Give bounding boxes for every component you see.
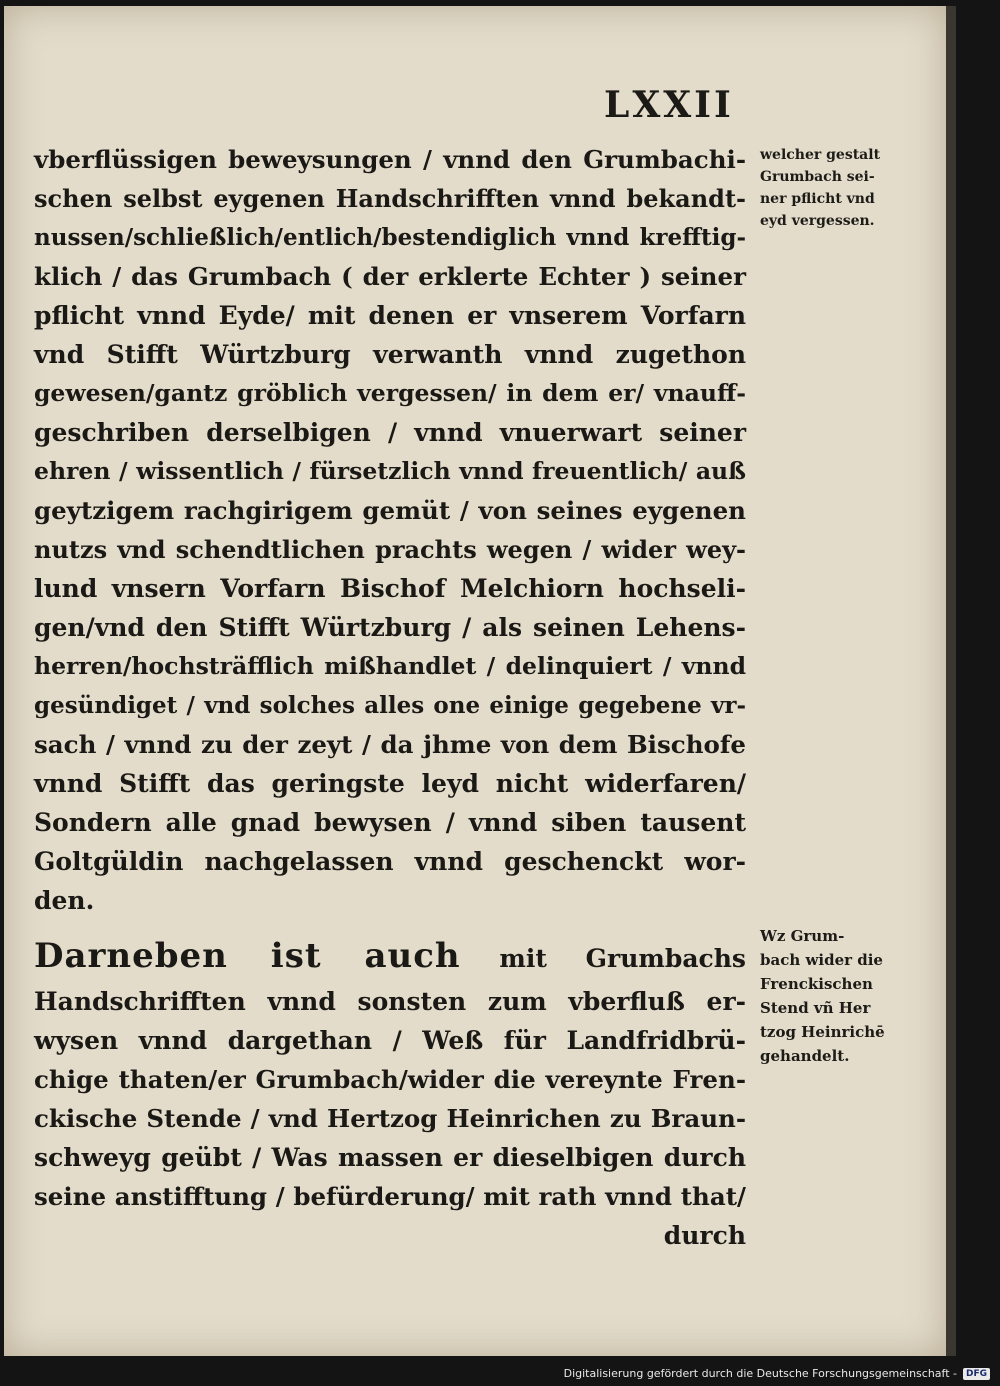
text-line: pflicht vnnd Eyde/ mit denen er vnserem Vorfarn (34, 301, 746, 330)
footer-credit: Digitalisierung gefördert durch die Deutsche Forschungsgemeinschaft - (563, 1367, 957, 1380)
margin-note-line: ner pflicht vnd (760, 191, 875, 207)
text-line: ckische Stende / vnd Hertzog Heinrichen zu Braun- (34, 1104, 746, 1133)
margin-note-line: welcher gestalt (760, 147, 881, 163)
text-line: den. (34, 886, 95, 915)
text-line: geytzigem rachgirigem gemüt / von seines eygenen (34, 496, 746, 525)
margin-note-1 (760, 144, 930, 232)
text-line: Sondern alle gnad bewysen / vnnd siben tausent (34, 808, 746, 837)
text-line: gewesen/gantz gröblich vergessen/ in dem er/ vnauff- (34, 379, 746, 407)
paragraph-1 (34, 140, 746, 920)
margin-note-line: bach wider die (760, 951, 883, 969)
margin-note-line: Grumbach sei- (760, 169, 875, 185)
margin-note-2 (760, 924, 930, 1068)
margin-note-line: Frenckischen (760, 975, 873, 993)
footer (564, 1367, 990, 1380)
text-line: ehren / wissentlich / fürsetzlich vnnd freuentlich/ auß (34, 457, 746, 485)
paragraph-2-first-line (34, 930, 746, 982)
first-line-rest: mit Grumbachs (499, 944, 746, 973)
text-line: wysen vnnd dargethan / Weß für Landfridbrü- (34, 1026, 746, 1055)
text-line: seine anstifftung / befürderung/ mit rath vnnd that/ (34, 1182, 746, 1211)
text-line: vnnd Stifft das geringste leyd nicht widerfaren/ (34, 769, 746, 798)
text-line: vberflüssigen beweysungen / vnnd den Grumbachi- (34, 145, 746, 174)
text-line: Goltgüldin nachgelassen vnnd geschenckt wor- (34, 847, 746, 876)
show-through-text (34, 86, 42, 112)
text-line: chige thaten/er Grumbach/wider die vereynte Fren- (34, 1065, 746, 1094)
text-line: Handschrifften vnnd sonsten zum vberfluß er- (34, 987, 746, 1016)
text-line: geschriben derselbigen / vnnd vnuerwart seiner (34, 418, 746, 447)
text-line: vnd Stifft Würtzburg verwanth vnnd zugethon (34, 340, 746, 369)
text-line: schweyg geübt / Was massen er dieselbigen durch (34, 1143, 746, 1172)
margin-note-line: gehandelt. (760, 1047, 850, 1065)
book-page (4, 6, 946, 1356)
text-line: lund vnsern Vorfarn Bischof Melchiorn hochseli- (34, 574, 746, 603)
margin-note-line: Stend vñ Her (760, 999, 871, 1017)
paragraph-2 (34, 930, 746, 1255)
text-line: sach / vnnd zu der zeyt / da jhme von dem Bischofe (34, 730, 746, 759)
initial-words: Darneben ist auch (34, 936, 461, 976)
margin-note-line: tzog Heinrichē (760, 1023, 885, 1041)
text-line: nussen/schließlich/entlich/bestendiglich vnnd krefftig- (34, 224, 746, 251)
catchword: durch (663, 1221, 746, 1250)
page-number: LXXII (604, 84, 734, 126)
text-line: nutzs vnd schendtlichen prachts wegen / wider wey- (34, 535, 746, 564)
margin-note-line: eyd vergessen. (760, 213, 875, 229)
text-line: schen selbst eygenen Handschrifften vnnd bekandt- (34, 184, 746, 213)
dfg-logo: DFG (963, 1368, 990, 1380)
text-line: gesündiget / vnd solches alles one einige gegebene vr- (34, 692, 746, 719)
page-edge (946, 6, 956, 1356)
text-line: klich / das Grumbach ( der erklerte Echter ) seiner (34, 262, 746, 291)
text-line: gen/vnd den Stifft Würtzburg / als seinen Lehens- (34, 613, 746, 642)
text-line: herren/hochsträfflich mißhandlet / delinquiert / vnnd (34, 652, 746, 680)
margin-note-line: Wz Grum- (760, 927, 845, 945)
